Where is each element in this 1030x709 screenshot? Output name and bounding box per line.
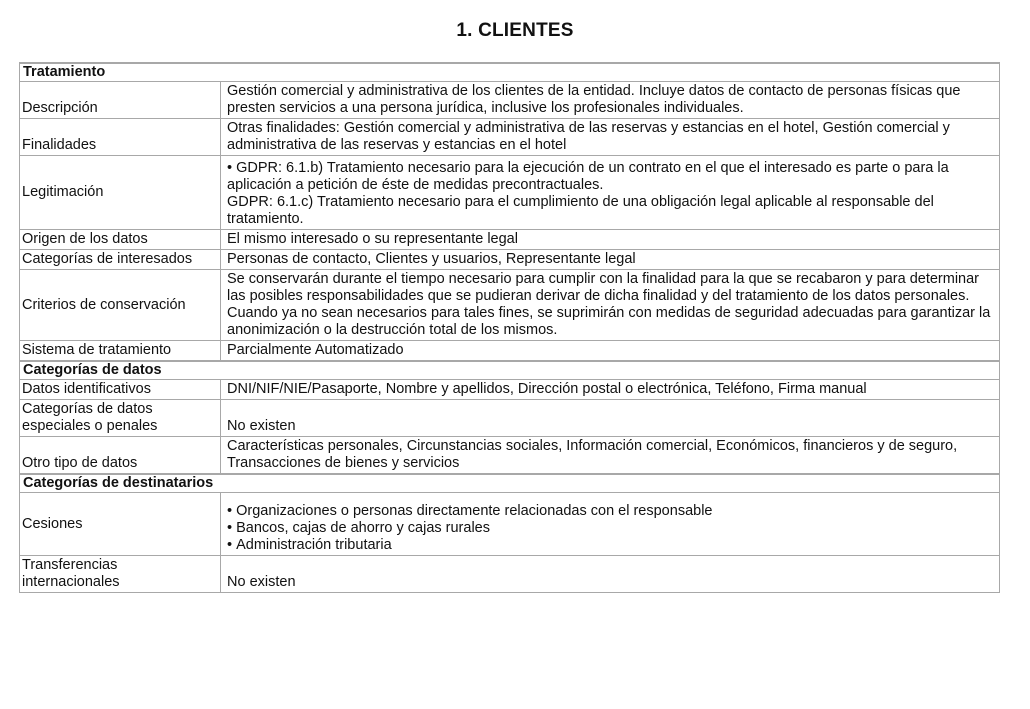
section-title-categorias-datos: Categorías de datos xyxy=(20,361,1000,380)
row-value-otro-tipo-datos: Características personales, Circunstancias sociales, Información comercial, Económicos, financieros y de seguro, Transacciones de bienes y servicios xyxy=(221,437,1000,475)
table-row-otro-tipo-datos xyxy=(20,437,1000,475)
section-title-destinatarios: Categorías de destinatarios xyxy=(20,474,1000,493)
cesion-item: • Bancos, cajas de ahorro y cajas rurales xyxy=(227,520,996,537)
row-label-transferencias: Transferencias internacionales xyxy=(20,556,221,593)
table-row-datos-especiales xyxy=(20,400,1000,437)
row-label-descripcion: Descripción xyxy=(20,82,221,119)
table-row-datos-identificativos xyxy=(20,380,1000,400)
row-value-origen: El mismo interesado o su representante legal xyxy=(221,230,1000,250)
legitimacion-line-2: GDPR: 6.1.c) Tratamiento necesario para el cumplimiento de una obligación legal aplicable al responsable del tratamiento. xyxy=(227,194,934,227)
row-value-criterios-conservacion: Se conservarán durante el tiempo necesario para cumplir con la finalidad para la que se recabaron y para determinar las posibles responsabilidades que se pudieran derivar de dicha finalidad y del tratamiento de los datos personales. Cuando ya no sean necesarios para tales fines, se suprimirán con medidas de seguridad adecuadas para garantizar la anonimización o la destrucción total de los mismos. xyxy=(221,270,1000,341)
table-row-categorias-interesados xyxy=(20,250,1000,270)
table-row-sistema xyxy=(20,341,1000,362)
row-label-finalidades: Finalidades xyxy=(20,119,221,156)
section-title-tratamiento: Tratamiento xyxy=(20,63,1000,82)
row-value-datos-especiales: No existen xyxy=(221,400,1000,437)
table-row-cesiones xyxy=(20,493,1000,556)
row-value-finalidades: Otras finalidades: Gestión comercial y administrativa de las reservas y estancias en el hotel, Gestión comercial y administrativa de las reservas y estancias en el hotel xyxy=(221,119,1000,156)
row-label-otro-tipo-datos: Otro tipo de datos xyxy=(20,437,221,475)
row-label-datos-especiales: Categorías de datos especiales o penales xyxy=(20,400,221,437)
row-value-sistema: Parcialmente Automatizado xyxy=(221,341,1000,362)
section-header-destinatarios xyxy=(20,474,1000,493)
row-label-sistema: Sistema de tratamiento xyxy=(20,341,221,362)
legitimacion-line-1: • GDPR: 6.1.b) Tratamiento necesario para la ejecución de un contrato en el que el interesado es parte o para la aplicación a petición de éste de medidas precontractuales. xyxy=(227,160,996,194)
document-title: 1. CLIENTES xyxy=(456,20,574,41)
table-row-legitimacion xyxy=(20,156,1000,230)
treatment-record-table xyxy=(19,62,1000,593)
cesion-item: • Administración tributaria xyxy=(227,537,996,554)
row-value-cesiones xyxy=(221,493,1000,556)
table-row-finalidades xyxy=(20,119,1000,156)
row-value-categorias-interesados: Personas de contacto, Clientes y usuarios, Representante legal xyxy=(221,250,1000,270)
row-label-cesiones: Cesiones xyxy=(20,493,221,556)
row-value-datos-identificativos: DNI/NIF/NIE/Pasaporte, Nombre y apellidos, Dirección postal o electrónica, Teléfono, Firma manual xyxy=(221,380,1000,400)
row-label-categorias-interesados: Categorías de interesados xyxy=(20,250,221,270)
table-row-origen xyxy=(20,230,1000,250)
section-header-tratamiento xyxy=(20,63,1000,82)
row-value-transferencias: No existen xyxy=(221,556,1000,593)
row-label-criterios-conservacion: Criterios de conservación xyxy=(20,270,221,341)
row-value-legitimacion xyxy=(221,156,1000,230)
cesion-item: • Organizaciones o personas directamente relacionadas con el responsable xyxy=(227,503,996,520)
section-header-categorias-datos xyxy=(20,361,1000,380)
row-value-descripcion: Gestión comercial y administrativa de los clientes de la entidad. Incluye datos de contacto de personas físicas que presten servicios a una persona jurídica, inclusive los profesionales individuales. xyxy=(221,82,1000,119)
table-row-descripcion xyxy=(20,82,1000,119)
row-label-legitimacion: Legitimación xyxy=(20,156,221,230)
table-row-transferencias xyxy=(20,556,1000,593)
row-label-datos-identificativos: Datos identificativos xyxy=(20,380,221,400)
table-row-criterios-conservacion xyxy=(20,270,1000,341)
row-label-origen: Origen de los datos xyxy=(20,230,221,250)
